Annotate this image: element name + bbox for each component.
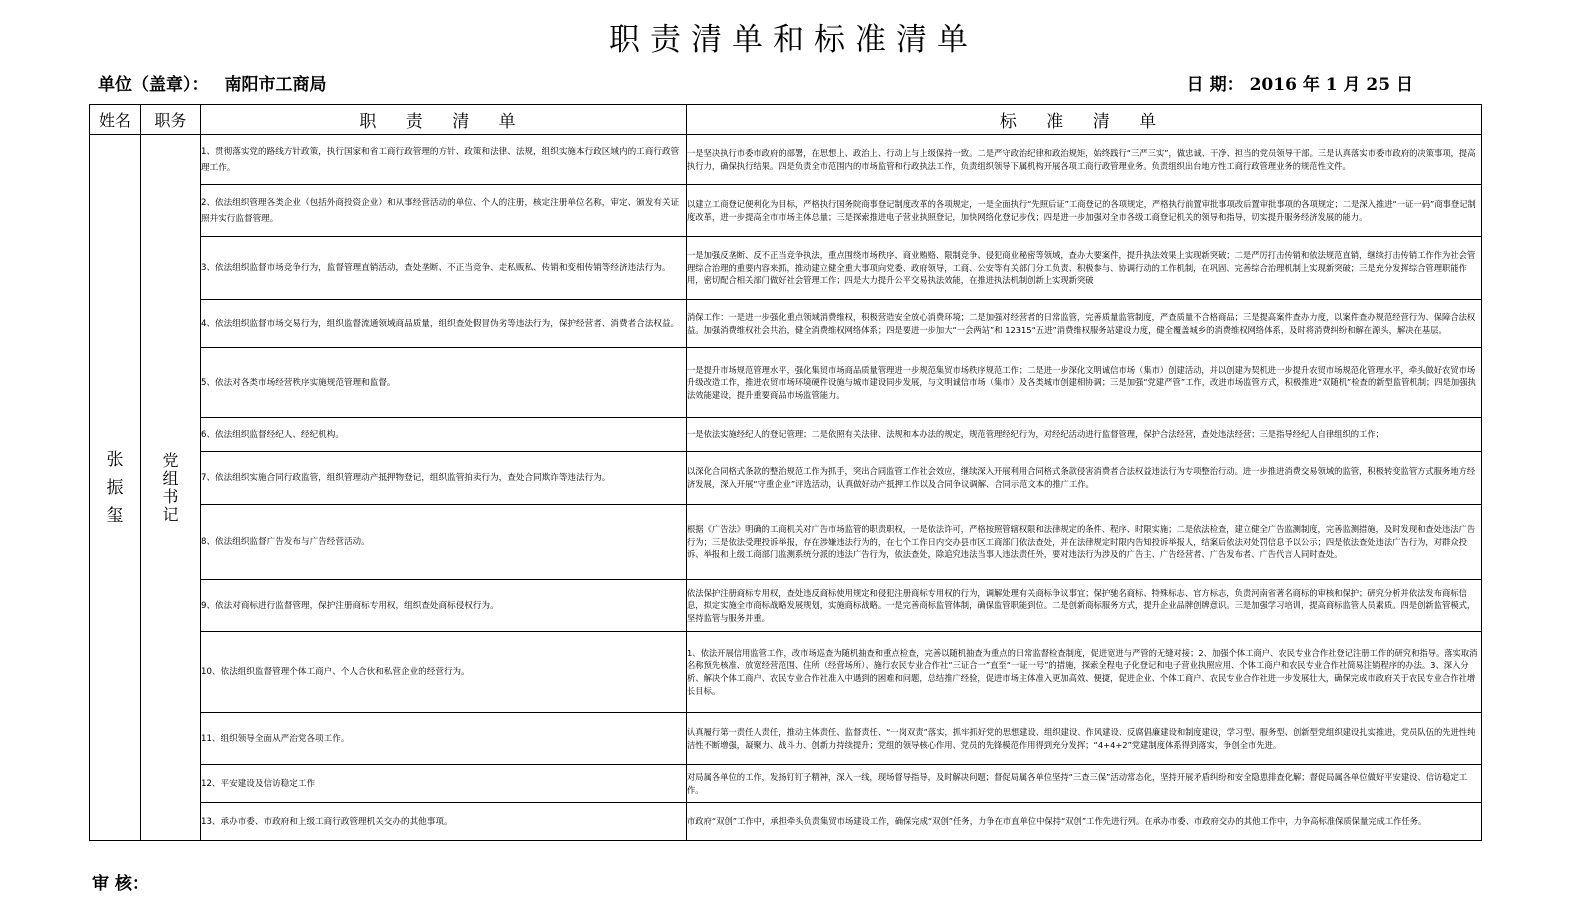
header-standard-list: 标 准 清 单: [687, 105, 1482, 135]
review-label: 审 核：: [92, 874, 149, 894]
person-name-cell: [90, 135, 141, 841]
duty-cell: 8、依法组织监督广告发布与广告经营活动。: [201, 505, 687, 580]
standard-cell: 以深化合同格式条款的整治规范工作为抓手，突出合同监管工作社会效应，继续深入开展利用合同格式条款侵害消费者合法权益违法行为专项整治行动。进一步推进消费交易领域的监管，积极转变监管方式服务地方经济发展，深入开展“守重企业”评选活动，认真做好动产抵押工作以及合同争议调解、合同示范文本的推广工作。: [687, 452, 1482, 505]
duty-cell: 3、依法组织监督市场竞争行为，监督管理直销活动，查处垄断、不正当竞争、走私贩私、传销和变相传销等经济违法行为。: [201, 237, 687, 300]
unit-label: 单位（盖章）：: [98, 75, 209, 95]
duty-cell: 2、依法组织管理各类企业（包括外商投资企业）和从事经营活动的单位、个人的注册，核定注册单位名称，审定、颁发有关证照并实行监督管理。: [201, 185, 687, 237]
duty-cell: 10、依法组织监督管理个体工商户、个人合伙和私营企业的经营行为。: [201, 632, 687, 713]
table-row: [90, 418, 1482, 452]
table-row: [90, 452, 1482, 505]
unit-value: 南阳市工商局: [224, 75, 327, 95]
date-value: 2016 年 1 月 25 日: [1249, 75, 1413, 95]
table-row: [90, 803, 1482, 841]
header-duty-list: 职 责 清 单: [201, 105, 687, 135]
table-row: [90, 348, 1482, 418]
table-row: [90, 185, 1482, 237]
duty-standard-table: [89, 104, 1482, 841]
standard-cell: 一是坚决执行市委市政府的部署，在思想上、政治上、行动上与上级保持一致。二是严守政治纪律和政治规矩，始终践行“三严三实”，做忠诚、干净、担当的党员领导干部。三是认真落实市委市政府的决策事项，提高执行力，确保执行结果。四是负责全市范围内的市场监管和行政执法工作，负责组织领导下属机构开展各项工商行政管理业务。负责组织出台地方性工商行政管理业务的规范性文件。: [687, 135, 1482, 185]
standard-cell: 1、依法开展信用监管工作，改市场巡查为随机抽查和重点检查，完善以随机抽查为重点的日常监督检查制度，促进宽进与严管的无缝对接；2、加强个体工商户、农民专业合作社登记注册工作的研究和指导。落实取消名称预先核准、放宽经营范围、住所（经营场所）、施行农民专业合作社“三证合一”直至“一证一号”的措施，探索全程电子化登记和电子营业执照应用、个体工商户和农民专业合作社简易注销程序的办法。3、深入分析、解决个体工商户、农民专业合作社准入中遇到的困难和问题，总结推广经验，促进市场主体准入更加高效、便捷，促进企业、个体工商户、农民专业合作社进一步发展壮大，确保完成市政府关于农民专业合作社增长目标。: [687, 632, 1482, 713]
person-name: 张振玺: [106, 449, 124, 526]
date-label: 日 期：: [1186, 75, 1244, 95]
page-title: 职责清单和标准清单: [609, 22, 978, 58]
person-position: 党组书记: [162, 450, 179, 524]
duty-cell: 9、依法对商标进行监督管理，保护注册商标专用权，组织查处商标侵权行为。: [201, 580, 687, 632]
duty-cell: 13、承办市委、市政府和上级工商行政管理机关交办的其他事项。: [201, 803, 687, 841]
standard-cell: 对局属各单位的工作，发扬钉钉子精神，深入一线，现场督导指导，及时解决问题；督促局属各单位坚持“三查三保”活动常态化，坚持开展矛盾纠纷和安全隐患排查化解；督促局属各单位做好平安建设、信访稳定工作。: [687, 765, 1482, 803]
table-row: [90, 300, 1482, 348]
header-name: 姓名: [90, 105, 141, 135]
standard-cell: 认真履行第一责任人责任，推动主体责任、监督责任、“一岗双责”落实，抓牢抓好党的思想建设、组织建设、作风建设、反腐倡廉建设和制度建设，学习型、服务型、创新型党组织建设扎实推进，党员队伍的先进性纯洁性不断增强，凝聚力、战斗力、创新力持续提升；党组的领导核心作用、党员的先锋模范作用得到充分发挥；“4+4+2”党建制度体系得到落实，争创全市先进。: [687, 713, 1482, 765]
table-header-row: [90, 105, 1482, 135]
duty-cell: 5、依法对各类市场经营秩序实施规范管理和监督。: [201, 348, 687, 418]
position-cell: [141, 135, 201, 841]
table-row: [90, 237, 1482, 300]
duty-cell: 7、依法组织实施合同行政监管，组织管理动产抵押物登记，组织监管拍卖行为，查处合同欺诈等违法行为。: [201, 452, 687, 505]
standard-cell: 根据《广告法》明确的工商机关对广告市场监管的职责职权，一是依法许可，严格按照管辖权限和法律规定的条件、程序、时限实施；二是依法检查，建立健全广告监测制度，完善监测措施，及时发现和查处违法广告行为；三是依法受理投诉举报，存在涉嫌违法行为的，在七个工作日内交办县市区工商部门依法查处，并在法律规定时限内告知投诉举报人，结案后依法对处罚信息予以公示；四是依法查处违法广告行为，对群众投诉、举报和上级工商部门监测系统分派的违法广告行为，依法查处，除追究违法当事人违法责任外，要对违法行为涉及的广告主、广告经营者、广告发布者、广告代言人同时查处。: [687, 505, 1482, 580]
table-row: [90, 713, 1482, 765]
header-position: 职务: [141, 105, 201, 135]
duty-cell: 12、平安建设及信访稳定工作: [201, 765, 687, 803]
standard-cell: 市政府“双创”工作中，承担牵头负责集贸市场建设工作，确保完成“双创”任务，力争在市直单位中保持“双创”工作先进行列。在承办市委、市政府交办的其他工作中，力争高标准保质保量完成工作任务。: [687, 803, 1482, 841]
duty-cell: 1、贯彻落实党的路线方针政策，执行国家和省工商行政管理的方针、政策和法律、法规，组织实施本行政区域内的工商行政管理工作。: [201, 135, 687, 185]
standard-cell: 消保工作：一是进一步强化重点领域消费维权，积极营造安全放心消费环境；二是加强对经营者的日常监管，完善质量监管制度，严查质量不合格商品；三是提高案件查办力度，以案件查办规范经营行为、保障合法权益。加强消费维权社会共治，健全消费维权网络体系；四是要进一步加大“一会两站”和 12315“五进”消费维权服务站建设力度，健全覆盖城乡的消费维权网络体系，及时将消费纠纷和解在源头，解决在基层。: [687, 300, 1482, 348]
standard-cell: 一是提升市场规范管理水平，强化集贸市场商品质量管理进一步规范集贸市场秩序规范工作；二是进一步深化文明诚信市场（集市）创建活动，并以创建为契机进一步提升农贸市场规范化管理水平，牵头做好农贸市场升级改造工作，推进农贸市场环境硬件设施与城市建设同步发展，与文明诚信市场（集市）及各类城市创建相协调；三是加强“党建严管”工作，改进市场监管方式，积极推进“双随机”检查的新型监管机制；四是加强执法效能建设，提升重要商品市场监管能力。: [687, 348, 1482, 418]
date-line: [1187, 70, 1413, 95]
table-row: [90, 135, 1482, 185]
unit-line: [98, 70, 327, 95]
table-row: [90, 505, 1482, 580]
standard-cell: 依法保护注册商标专用权，查处违反商标使用规定和侵犯注册商标专用权的行为，调解处理有关商标争议事宜；保护驰名商标、特殊标志、官方标志，负责河南省著名商标的审核和保护；研究分析并依法发布商标信息，拟定实施全市商标战略发展规划，实施商标战略。一是完善商标监管体制，确保监管职能到位。二是创新商标服务方式，提升企业品牌创牌意识。三是加强学习培训，提高商标监管人员素质。四是创新监管模式，坚持监管与服务并重。: [687, 580, 1482, 632]
duty-cell: 4、依法组织监督市场交易行为，组织监督流通领域商品质量，组织查处假冒伪劣等违法行为，保护经营者、消费者合法权益。: [201, 300, 687, 348]
table-row: [90, 765, 1482, 803]
standard-cell: 一是依法实施经纪人的登记管理；二是依照有关法律、法规和本办法的规定，规范管理经纪行为，对经纪活动进行监督管理，保护合法经营，查处违法经营；三是指导经纪人自律组织的工作；: [687, 418, 1482, 452]
standard-cell: 一是加强反垄断、反不正当竞争执法，重点围绕市场秩序、商业贿赂、限制竞争、侵犯商业秘密等领域，查办大要案件，提升执法效果上实现新突破；二是严厉打击传销和依法规范直销，继续打击传销工作作为社会管理综合治理的重要内容来抓，推动建立健全重大事项向党委、政府领导，工商、公安等有关部门分工负责、积极参与、协调行动的工作机制，在巩固、完善综合治理机制上实现新突破；三是充分发挥综合管理职能作用，密切配合相关部门做好社会管理工作；四是大力提升公平交易执法效能，在推进执法机制创新上实现新突破: [687, 237, 1482, 300]
table-row: [90, 580, 1482, 632]
table-row: [90, 632, 1482, 713]
duty-cell: 6、依法组织监督经纪人、经纪机构。: [201, 418, 687, 452]
standard-cell: 以建立工商登记便利化为目标，严格执行国务院商事登记制度改革的各项规定，一是全面执行“先照后证”工商登记的各项规定，严格执行前置审批事项改后置审批事项的各项规定；二是深入推进“一证一码”商事登记制度改革，进一步提高全市市场主体总量；三是探索推进电子营业执照登记，加快网络化登记步伐；四是进一步加强对全市各级工商登记机关的领导和指导，切实提升服务经济发展的能力。: [687, 185, 1482, 237]
duty-cell: 11、组织领导全面从严治党各项工作。: [201, 713, 687, 765]
